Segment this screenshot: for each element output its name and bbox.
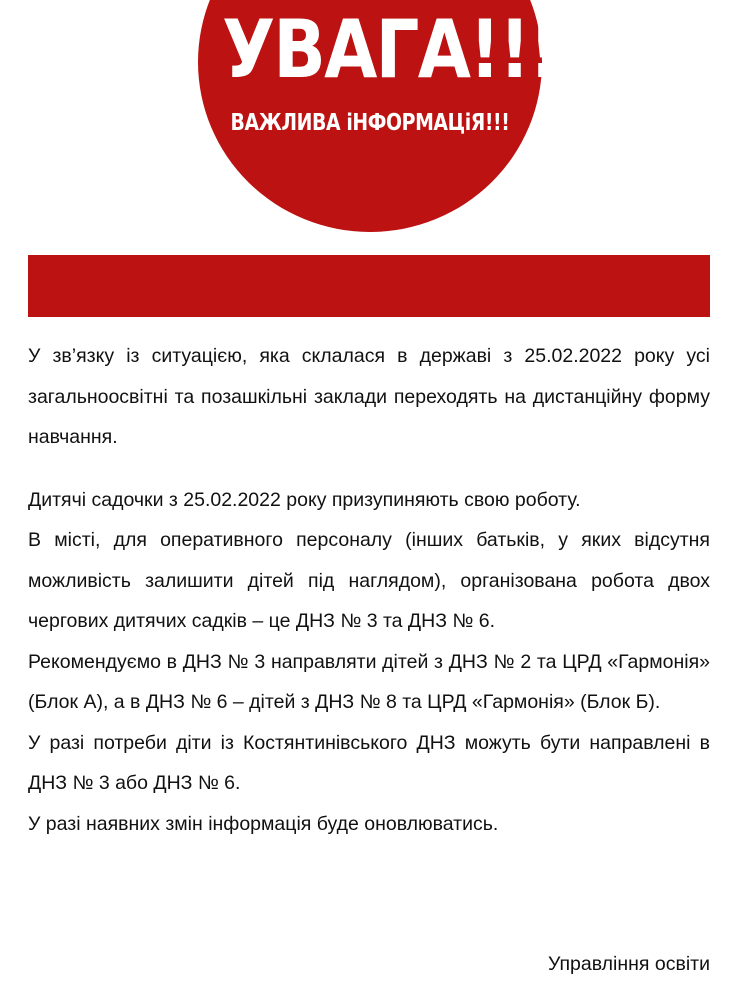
paragraph-kindergartens-suspended: Дитячі садочки з 25.02.2022 року призупиняють свою роботу. — [28, 488, 581, 511]
banner-subtitle: ВАЖЛИВА іНФОРМАЦіЯ!!! — [230, 110, 510, 136]
paragraph-kostiantynivka: У разі потреби діти із Костянтинівського ДНЗ можуть бути направлені в ДНЗ № 3 або ДНЗ № 6. — [28, 731, 710, 794]
paragraph-updates: У разі наявних змін інформація буде оновлюватись. — [28, 812, 499, 835]
banner-title: УВАГА!!! — [222, 3, 559, 96]
paragraph-duty-kindergartens: В місті, для оперативного персоналу (інших батьків, у яких відсутня можливість залишити дітей під наглядом), організована робота двох чергових дитячих садків – це ДНЗ № 3 та ДНЗ № 6. — [28, 529, 710, 632]
paragraph-recommendation: Рекомендуємо в ДНЗ № 3 направляти дітей з ДНЗ № 2 та ЦРД «Гармонія» (Блок А), а в ДНЗ № 6 – дітей з ДНЗ № 8 та ЦРД «Гармонія» (Блок Б). — [28, 650, 710, 713]
banner-red-bar — [28, 255, 710, 317]
signature: Управління освіти — [547, 953, 710, 975]
paragraph-distance-learning: У зв’язку із ситуацією, яка склалася в державі з 25.02.2022 року усі загальноосвітні та позашкільні заклади переходять на дистанційну форму навчання. — [28, 345, 710, 448]
warning-banner — [0, 0, 733, 320]
announcement-body — [28, 336, 710, 844]
